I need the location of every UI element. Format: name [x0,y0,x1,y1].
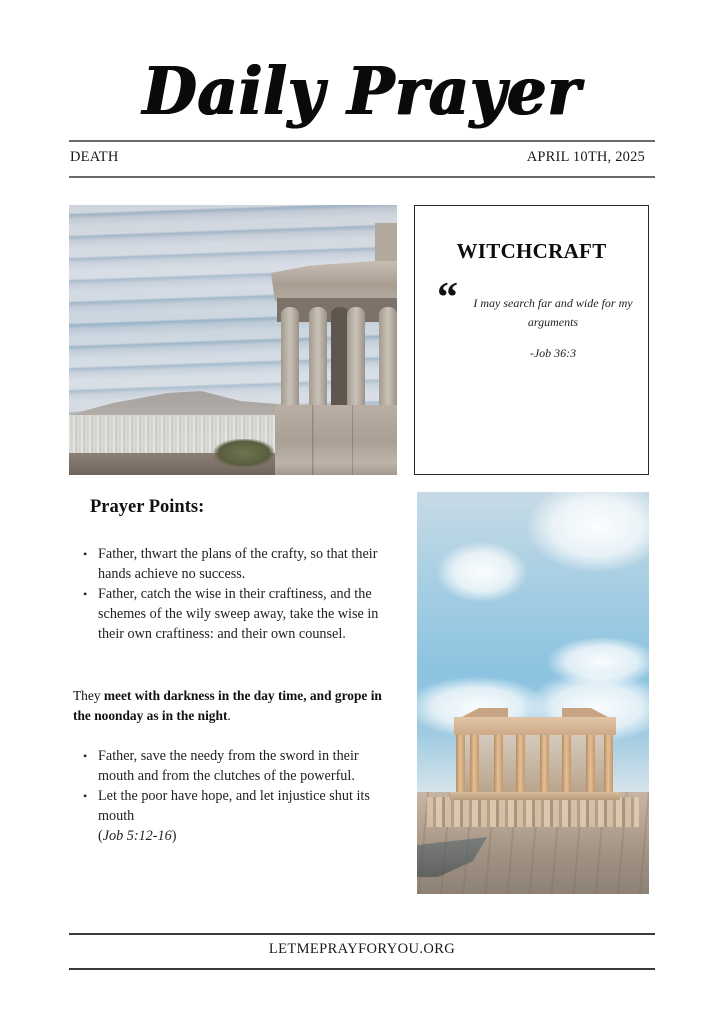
photo-bush [214,439,274,467]
caryatid-porch [267,223,397,475]
date-label: APRIL 10TH, 2025 [526,149,645,165]
quote-text: I may search far and wide for my arguments [473,296,633,329]
list-item: • Father, thwart the plans of the crafty, so that their hands achieve no success. [82,544,382,584]
erechtheion-photo [69,205,397,475]
verse-paragraph [73,686,383,726]
temple-column [604,735,613,795]
temple-column [494,735,503,795]
temple-column [516,735,525,795]
temple-column [540,735,549,795]
verse-end: . [227,708,231,723]
caryatid-statue [347,307,365,407]
quote-card-title: WITCHCRAFT [456,239,607,263]
caryatid-statue [379,307,397,407]
quote-card [414,205,649,475]
footer-bottom-rule [69,968,655,970]
temple-column [456,735,465,795]
page-title: Daily Prayer [142,53,582,130]
photo-cloud [437,542,527,602]
prayer-list-1 [82,544,382,644]
header-bottom-rule [69,176,655,178]
open-quote-icon: “ [437,275,458,321]
porch-base [275,405,397,475]
footer-website-link[interactable]: LETMEPRAYFORYOU.ORG [268,941,456,957]
temple-column [586,735,595,795]
porch-top-block [375,223,397,267]
verse-lead: They [73,688,104,703]
prayer-list-2 [82,746,382,846]
photo-rubble [427,797,639,827]
parthenon-photo [417,492,649,894]
list-item: • Father, catch the wise in their craftiness, and the schemes of the wily sweep away, take the wise in their own craftiness: and their own counsel. [82,584,382,644]
ref-open-paren: ( [98,828,103,844]
quote-reference: -Job 36:3 [529,346,577,360]
ref-close-paren: ) [171,828,177,844]
temple-column [470,735,479,795]
scripture-reference [82,826,382,846]
temple-steps [450,792,620,800]
header-top-rule [69,140,655,142]
topic-label: DEATH [70,149,119,165]
ref-text: Job 5:12-16 [102,828,172,844]
list-item: • Let the poor have hope, and let injustice shut its mouth [82,786,382,826]
temple-column [562,735,571,795]
caryatid-statue [309,307,327,407]
porch-roof [271,261,397,301]
list-item: • Father, save the needy from the sword in their mouth and from the clutches of the powerful. [82,746,382,786]
temple-entablature [454,717,616,735]
prayer-points-heading: Prayer Points: [90,497,205,517]
parthenon-temple [454,708,616,800]
verse-bold: meet with darkness in the day time, and grope in the noonday as in the night [73,688,382,723]
footer-top-rule [69,933,655,935]
caryatid-statue [281,307,299,407]
